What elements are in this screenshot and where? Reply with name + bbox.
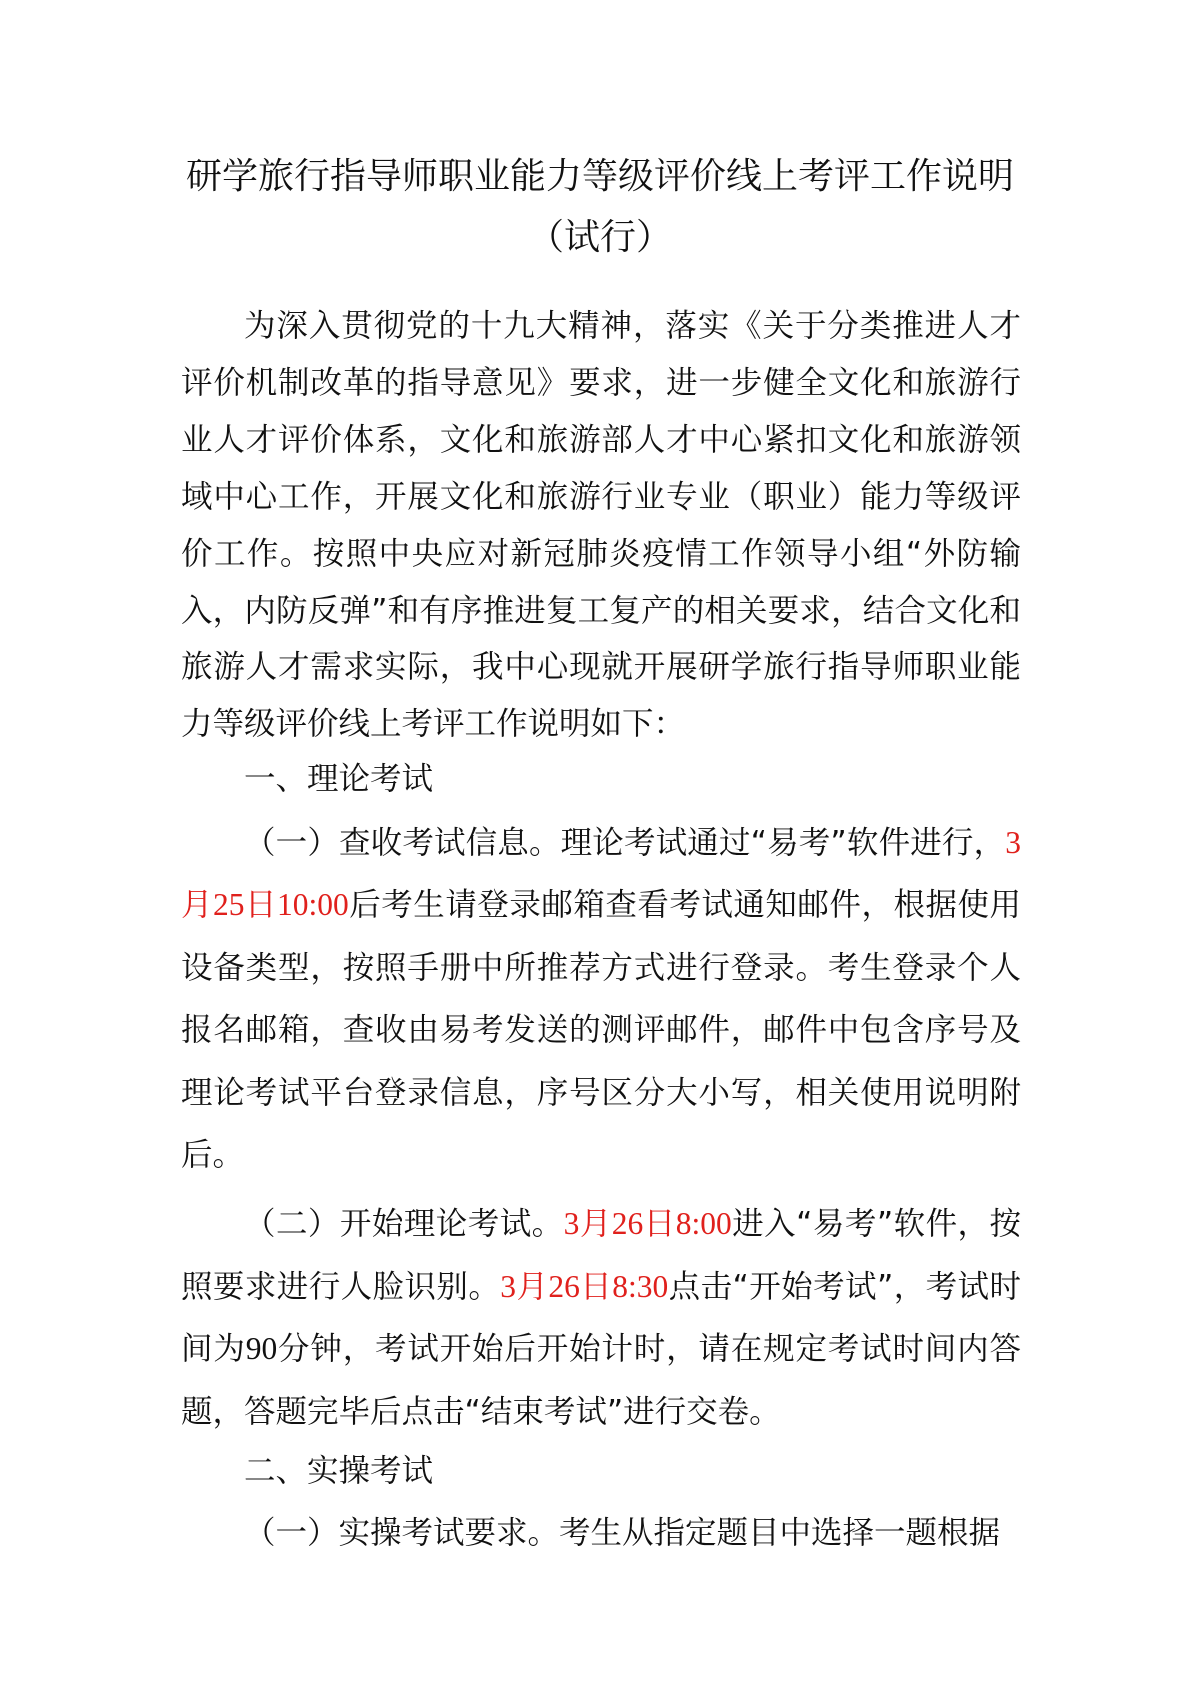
section-two-item-1: （一）实操考试要求。考生从指定题目中选择一题根据 (244, 1515, 1001, 1551)
document-subtitle: （试行） (527, 217, 672, 258)
item-2-rest-text: 分钟，考试开始后开始计时，请在规定考试时间内答题，答题完毕后点击“结束考试”进行交卷。 (181, 1331, 1021, 1430)
item-2-mid-text-1: 进入“易考”软件，按照要求进行人脸识别。 (181, 1206, 1021, 1305)
intro-paragraph: 为深入贯彻党的十九大精神，落实《关于分类推进人才评价机制改革的指导意见》要求，进一步健全文化和旅游行业人才评价体系，文化和旅游部人才中心紧扣文化和旅游领域中心工作，开展文化和旅游行业专业（职业）能力等级评价工作。按照中央应对新冠肺炎疫情工作领导小组“外防输入，内防反弹”和有序推进复工复产的相关要求，结合文化和旅游人才需求实际，我中心现就开展研学旅行指导师职业能力等级评价线上考评工作说明如下： (181, 308, 1021, 743)
document-title: 研学旅行指导师职业能力等级评价线上考评工作说明 (185, 156, 1014, 197)
item-1-time-highlight: 3月25日10:00 (181, 825, 1021, 923)
item-1-rest-text: 后考生请登录邮箱查看考试通知邮件，根据使用设备类型，按照手册中所推荐方式进行登录。考生登录个人报名邮箱，查收由易考发送的测评邮件，邮件中包含序号及理论考试平台登录信息，序号区分大小写，相关使用说明附后。 (181, 887, 1021, 1174)
section-one-item-2 (181, 1193, 1021, 1443)
section-two-heading: 二、实操考试 (244, 1453, 434, 1489)
item-2-time-highlight-1: 3月26日8:00 (563, 1206, 732, 1241)
item-2-mid-text-2: 点击“开始考试”，考试时间为 (181, 1268, 1021, 1367)
item-2-lead-text: （二）开始理论考试。 (244, 1206, 564, 1242)
section-one-heading: 一、理论考试 (244, 761, 434, 797)
item-2-minutes: 90 (245, 1331, 278, 1366)
item-1-lead-text: （一）查收考试信息。理论考试通过“易考”软件进行， (244, 825, 1006, 861)
section-one-item-1 (181, 812, 1021, 1186)
item-2-time-highlight-2: 3月26日8:30 (500, 1268, 669, 1304)
